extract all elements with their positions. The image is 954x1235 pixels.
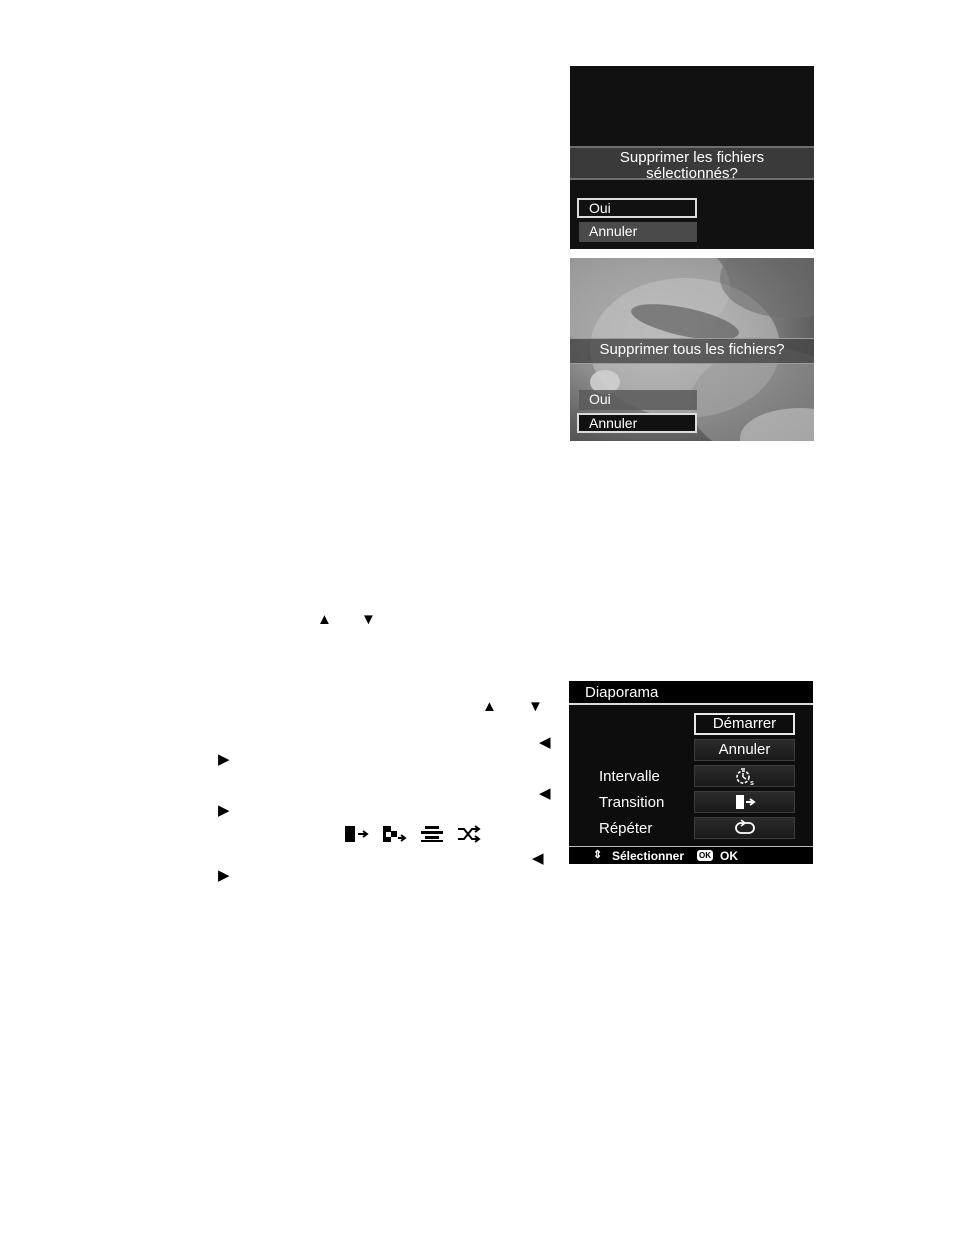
option-cancel[interactable]: Annuler	[577, 413, 697, 433]
transition-lines-icon	[420, 825, 446, 843]
transition-slide-icon	[731, 793, 759, 811]
delete-selected-screen	[570, 66, 814, 249]
up-arrow-icon: ▲	[317, 611, 332, 628]
transition-slide-icon	[344, 825, 372, 843]
option-yes[interactable]: Oui	[577, 198, 697, 218]
repeat-setting[interactable]	[694, 817, 795, 839]
dialog-question	[570, 146, 814, 180]
transition-label: Transition	[599, 794, 665, 811]
question-line-2: sélectionnés?	[646, 165, 738, 182]
select-hint: Sélectionner	[612, 849, 685, 863]
option-cancel[interactable]: Annuler	[579, 222, 697, 242]
repeat-icon	[732, 819, 758, 837]
question-line-1: Supprimer les fichiers	[619, 149, 765, 166]
interval-setting[interactable]	[694, 765, 795, 787]
up-arrow-icon: ▲	[482, 698, 497, 715]
start-button[interactable]: Démarrer	[694, 713, 795, 735]
cancel-button[interactable]: Annuler	[694, 739, 795, 761]
left-arrow-icon: ◀	[539, 785, 551, 802]
dialog-question: Supprimer tous les fichiers?	[570, 338, 814, 364]
ok-button-icon: OK	[699, 851, 711, 860]
interval-label: Intervalle	[599, 768, 660, 785]
menu-title: Diaporama	[569, 681, 813, 705]
right-arrow-icon: ▶	[218, 802, 230, 819]
slideshow-menu-screen	[569, 681, 813, 864]
svg-text:s: s	[749, 780, 754, 786]
menu-footer	[569, 846, 813, 864]
transition-setting[interactable]	[694, 791, 795, 813]
ok-hint: OK	[720, 849, 738, 863]
right-arrow-icon: ▶	[218, 867, 230, 884]
transition-checker-icon	[382, 825, 408, 843]
transition-random-icon	[457, 825, 483, 843]
repeat-label: Répéter	[599, 820, 653, 837]
right-arrow-icon: ▶	[218, 751, 230, 768]
down-arrow-icon: ▼	[361, 611, 376, 628]
interval-timer-icon	[730, 766, 760, 786]
left-arrow-icon: ◀	[532, 850, 544, 867]
option-yes[interactable]: Oui	[579, 390, 697, 410]
down-arrow-icon: ▼	[528, 698, 543, 715]
up-down-icon: ⇕	[593, 849, 603, 861]
left-arrow-icon: ◀	[539, 734, 551, 751]
delete-all-screen	[570, 258, 814, 441]
